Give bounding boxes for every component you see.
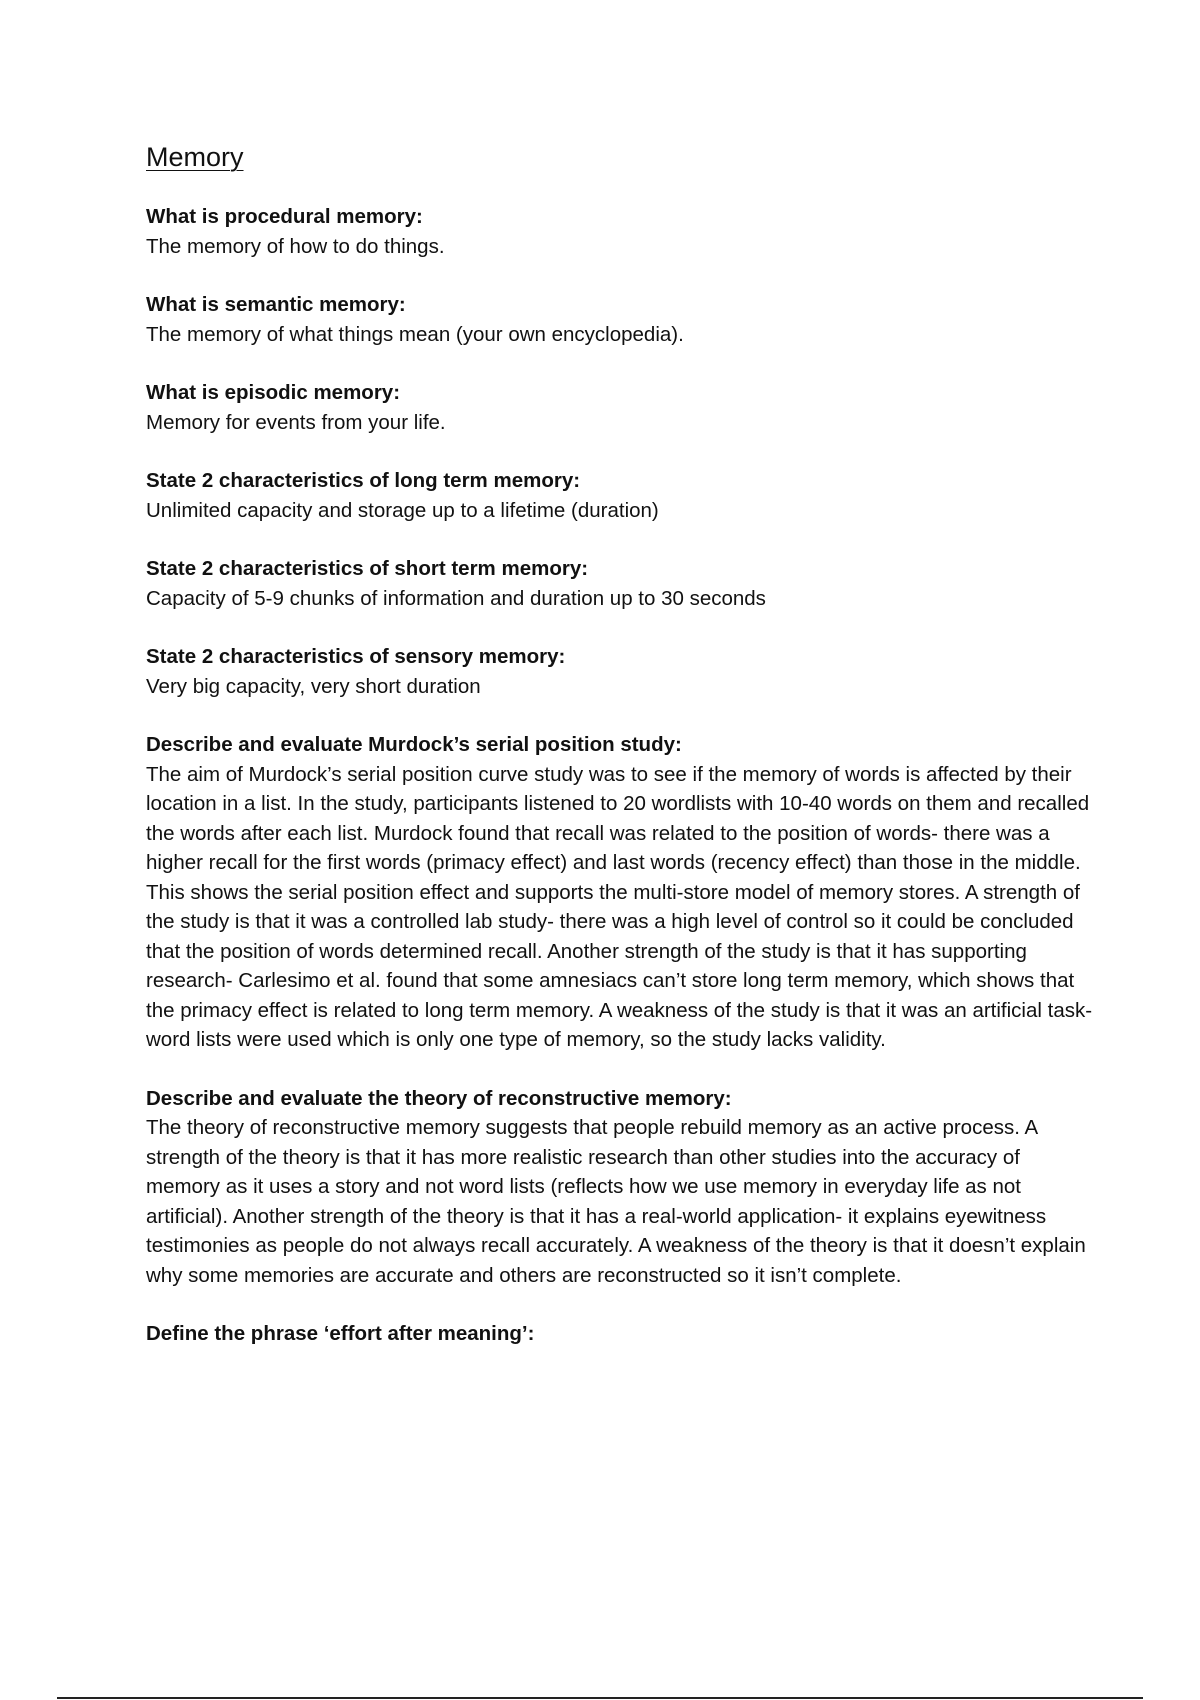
answer-text: Very big capacity, very short duration (146, 674, 481, 698)
qa-murdock-study (146, 730, 1096, 1055)
answer-text: The memory of how to do things. (146, 234, 445, 258)
answer-text: Memory for events from your life. (146, 410, 446, 434)
qa-reconstructive-memory (146, 1084, 1096, 1291)
qa-sensory-memory (146, 642, 1096, 701)
question-heading: Define the phrase ‘effort after meaning’: (146, 1322, 535, 1345)
qa-procedural-memory (146, 202, 1096, 261)
answer-text: The memory of what things mean (your own encyclopedia). (146, 322, 684, 346)
qa-short-term-memory (146, 554, 1096, 613)
qa-long-term-memory (146, 466, 1096, 525)
question-heading: State 2 characteristics of short term memory: (146, 557, 589, 580)
answer-text: The theory of reconstructive memory suggests that people rebuild memory as an active process. A strength of the theory is that it has more realistic research than other studies into the accuracy of memory as it uses a story and not word lists (reflects how we use memory in everyday life as not artificial). Another strength of the theory is that it has a real-world application- it explains eyewitness testimonies as people do not always recall accurately. A weakness of the theory is that it doesn’t explain why some memories are accurate and others are reconstructed so it isn’t complete. (146, 1116, 1086, 1287)
page-title: Memory (146, 142, 244, 172)
qa-episodic-memory (146, 378, 1096, 437)
question-heading: What is procedural memory: (146, 205, 423, 228)
question-heading: What is episodic memory: (146, 381, 401, 404)
qa-semantic-memory (146, 290, 1096, 349)
answer-text: The aim of Murdock’s serial position curve study was to see if the memory of words is affected by their location in a list. In the study, participants listened to 20 wordlists with 10-40 words on them and recalled the words after each list. Murdock found that recall was related to the position of words- there was a higher recall for the first words (primacy effect) and last words (recency effect) than those in the middle. This shows the serial position effect and supports the multi-store model of memory stores. A strength of the study is that it was a controlled lab study- there was a high level of control so it could be concluded that the position of words determined recall. Another strength of the study is that it has supporting research- Carlesimo et al. found that some amnesiacs can’t store long term memory, which shows that the primacy effect is related to long term memory. A weakness of the study is that it was an artificial task- word lists were used which is only one type of memory, so the study lacks validity. (146, 762, 1093, 1051)
answer-text: Capacity of 5-9 chunks of information and duration up to 30 seconds (146, 586, 766, 610)
question-heading: State 2 characteristics of sensory memory: (146, 645, 566, 668)
question-heading: Describe and evaluate the theory of reconstructive memory: (146, 1086, 732, 1110)
question-heading: Describe and evaluate Murdock’s serial position study: (146, 733, 682, 756)
qa-effort-after-meaning (146, 1319, 1096, 1349)
page-bottom-divider (57, 1697, 1143, 1699)
document-page (146, 140, 1096, 1378)
answer-text: Unlimited capacity and storage up to a lifetime (duration) (146, 498, 659, 522)
question-heading: What is semantic memory: (146, 293, 406, 316)
question-heading: State 2 characteristics of long term memory: (146, 469, 581, 492)
